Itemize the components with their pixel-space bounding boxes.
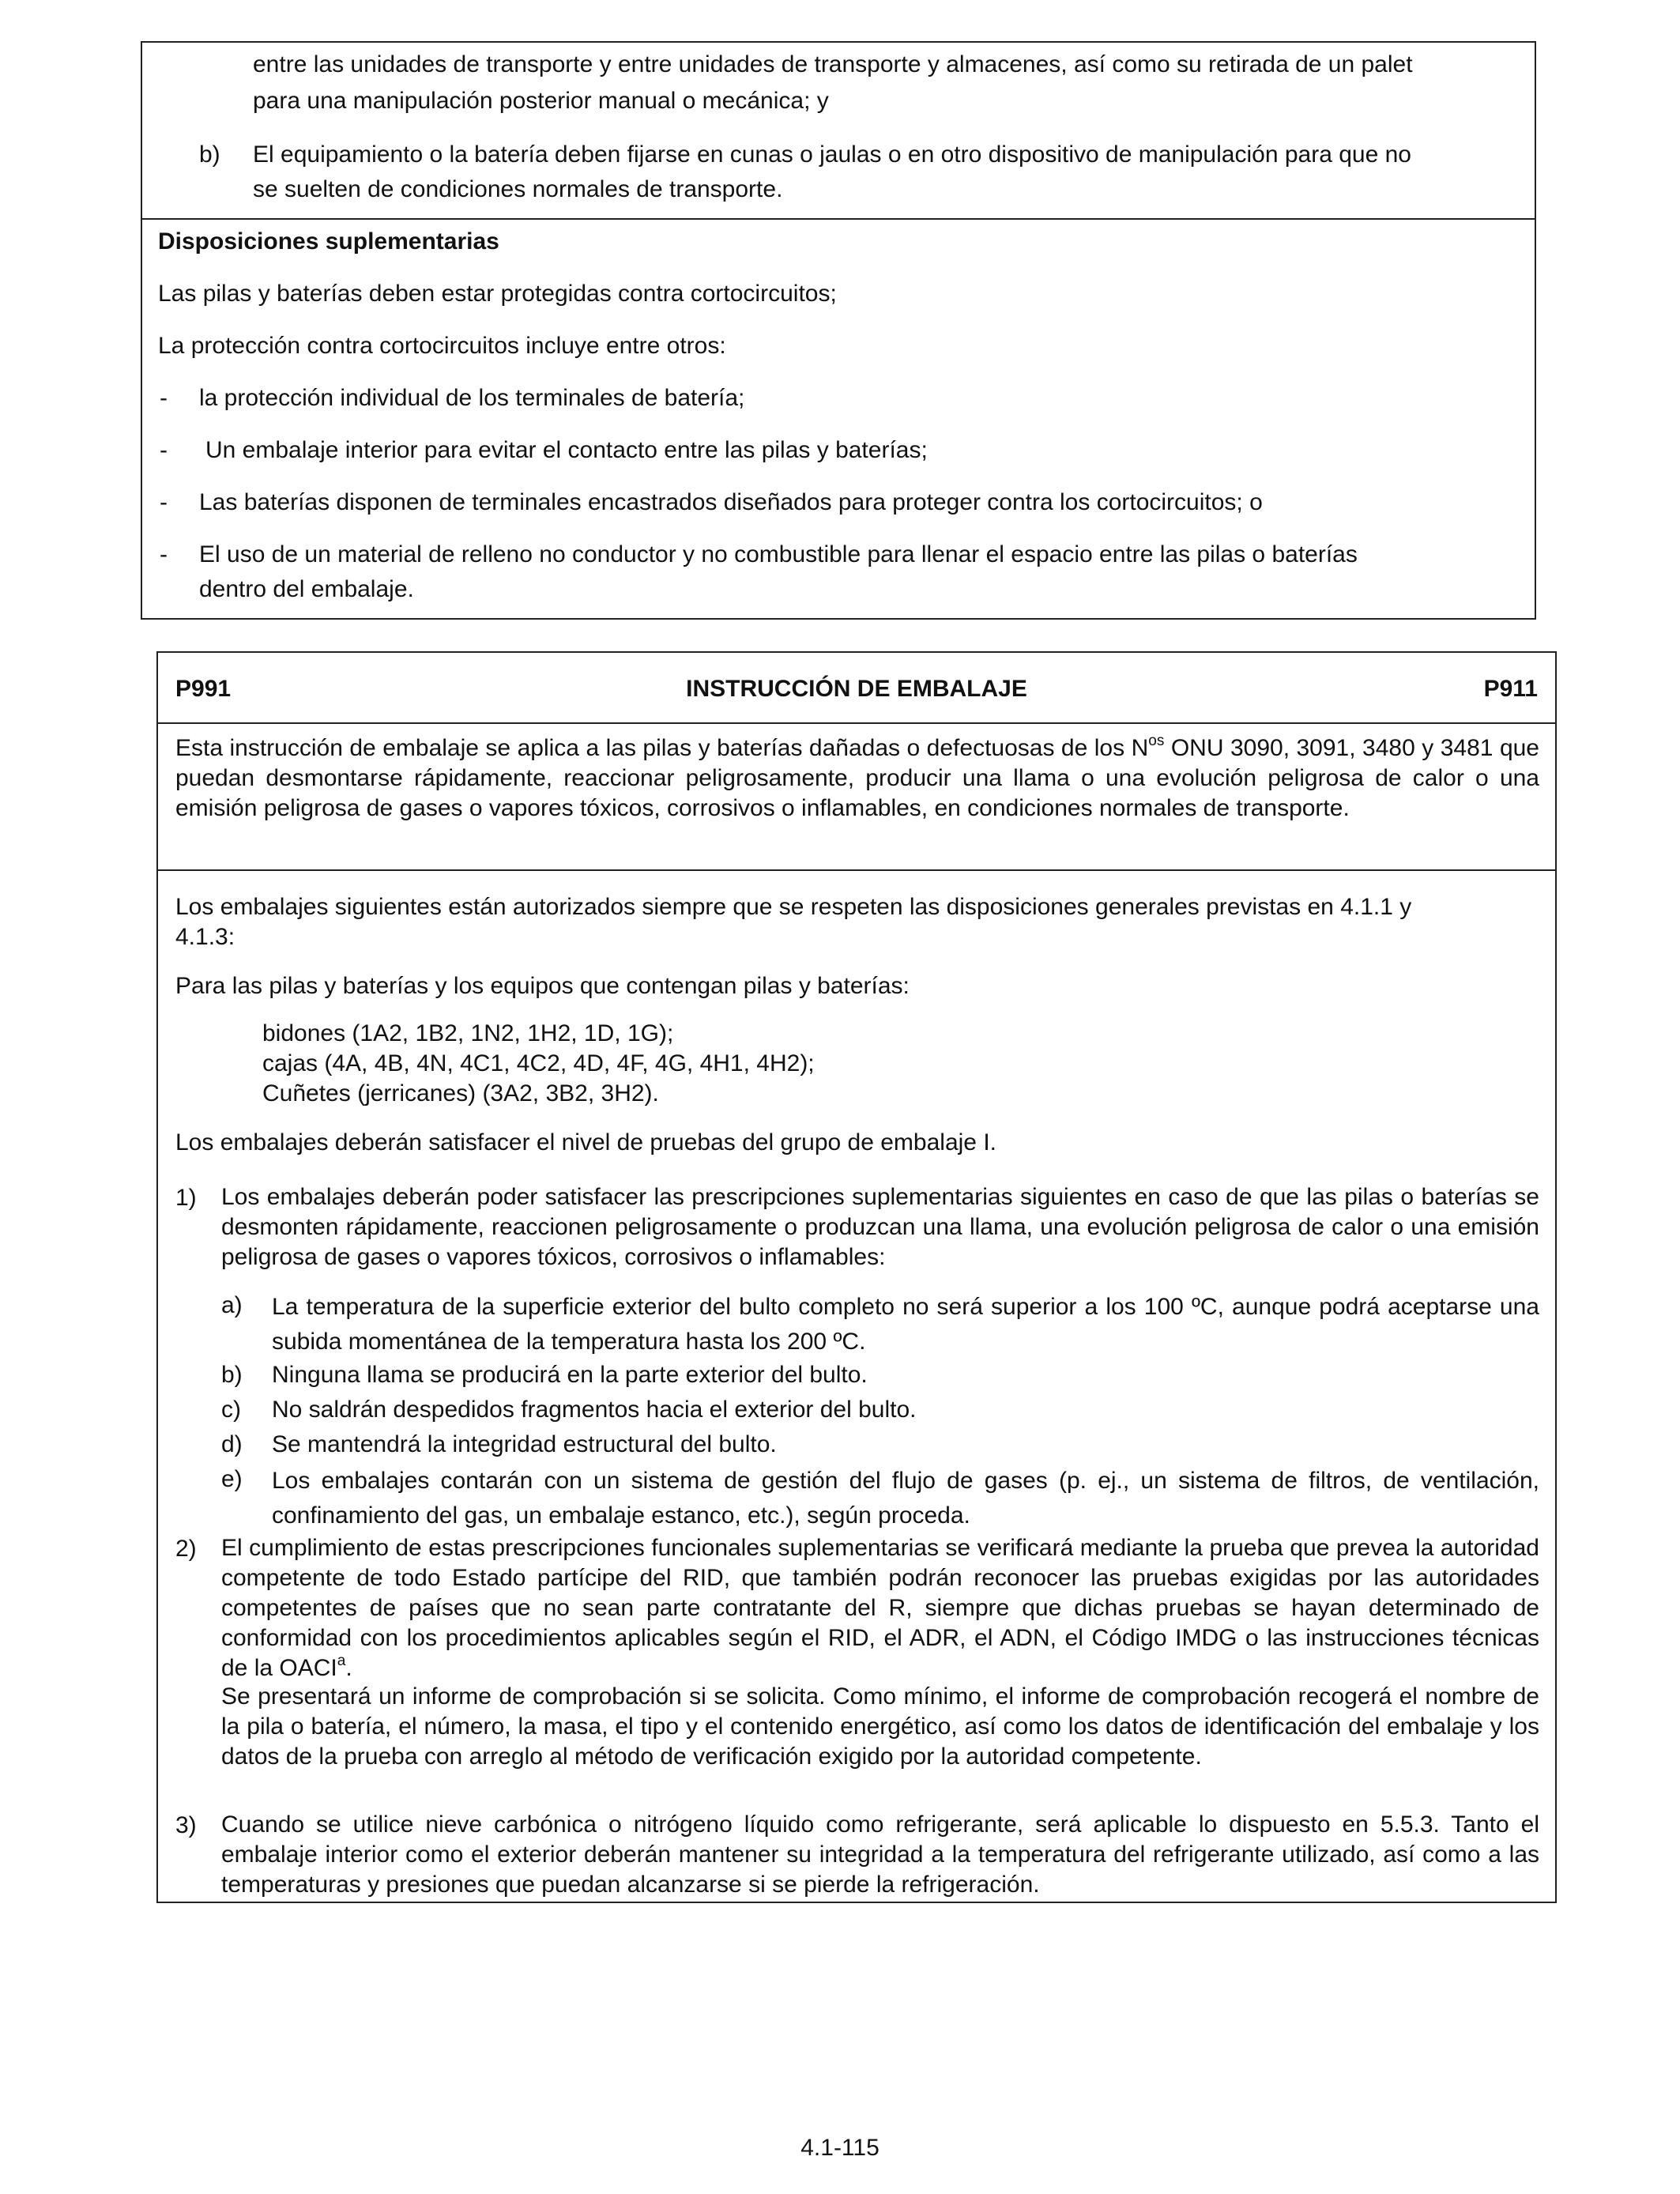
supplementary-heading: Disposiciones suplementarias [158, 228, 499, 254]
authorized-paragraph: 4.1.3: [175, 924, 235, 950]
packing-group-text: Los embalajes deberán satisfacer el nivel de pruebas del grupo de embalaje I. [175, 1129, 996, 1155]
divider [158, 869, 1555, 871]
item-marker: 2) [175, 1536, 197, 1562]
scope-text: Esta instrucción de embalaje se aplica a las pilas y baterías dañadas o defectuosas de los N [175, 735, 1149, 761]
item-text-tail: . [345, 1655, 352, 1681]
packaging-item: bidones (1A2, 1B2, 1N2, 1H2, 1D, 1G); [262, 1020, 674, 1046]
subitem-marker: c) [221, 1397, 241, 1423]
scope-text: ONU 3090, 3091, 3480 y 3481 que puedan desmontarse rápidamente, reaccionar peligrosamente, producir una llama o una evolución peligrosa de calor o una emisión peligrosa de gases o vapores tóxicos, corrosivos o inflamables, en condiciones normales de transporte. [175, 735, 1539, 821]
subitem-text: Se mantendrá la integridad estructural del bulto. [272, 1431, 777, 1457]
divider [158, 722, 1555, 724]
footnote-superscript: a [337, 1653, 346, 1669]
instruction-title: INSTRUCCIÓN DE EMBALAJE [686, 676, 1027, 702]
item-text [221, 1533, 1539, 1683]
item-marker: 1) [175, 1185, 197, 1211]
scope-superscript: os [1148, 733, 1165, 749]
packing-instruction-box [156, 651, 1557, 1903]
continuation-line: entre las unidades de transporte y entre unidades de transporte y almacenes, así como su retirada de un palet [253, 51, 1413, 77]
subitem-marker: e) [221, 1466, 243, 1492]
subitem-marker: a) [221, 1292, 243, 1318]
instruction-code-left: P991 [175, 676, 232, 702]
dash-marker: - [160, 385, 168, 411]
item-text: Cuando se utilice nieve carbónica o nitrógeno líquido como refrigerante, será aplicable lo dispuesto en 5.5.3. Tanto el embalaje interior como el exterior deberán mantener su integridad a la temperatura del refrigerante utilizado, así como a las temperaturas y presiones que puedan alcanzarse si se pierde la refrigeración. [221, 1811, 1539, 1898]
subitem-text: La temperatura de la superficie exterior del bulto completo no será superior a los 100 ºC, aunque podrá aceptarse una subida momentánea de la temperatura hasta los 200 ºC. [272, 1294, 1539, 1355]
authorized-paragraph: Los embalajes siguientes están autorizados siempre que se respeten las disposiciones generales previstas en 4.1.1 y [175, 894, 1412, 920]
subitem-text: No saldrán despedidos fragmentos hacia el exterior del bulto. [272, 1397, 917, 1423]
item-text-body: El cumplimiento de estas prescripciones funcionales suplementarias se verificará mediante la prueba que prevea la autoridad competente de todo Estado partícipe del RID, que también podrán reconocer las pruebas exigidas por las autoridades competentes de países que no sean parte contratante del R, siempre que dichas pruebas se hayan determinado de conformidad con los procedimientos aplicables según el RID, el ADR, el ADN, el Código IMDG o las instrucciones técnicas de la OACI [221, 1535, 1539, 1681]
subitem-marker: b) [221, 1362, 243, 1388]
supplementary-paragraph: La protección contra cortocircuitos incluye entre otros: [158, 333, 726, 359]
dash-item: El uso de un material de relleno no conductor y no combustible para llenar el espacio entre las pilas o baterías [199, 541, 1358, 567]
dash-item: la protección individual de los terminales de batería; [199, 385, 745, 411]
divider [142, 218, 1535, 220]
dash-item: Un embalaje interior para evitar el contacto entre las pilas y baterías; [205, 437, 928, 463]
scope-paragraph [175, 733, 1539, 824]
dash-marker: - [160, 541, 168, 567]
item-text: Los embalajes deberán poder satisfacer las prescripciones suplementarias siguientes en caso de que las pilas o baterías se desmonten rápidamente, reaccionen peligrosamente o produzcan una llama, una evolución peligrosa de calor o una emisión peligrosa de gases o vapores tóxicos, corrosivos o inflamables: [221, 1184, 1539, 1270]
item-text-continued: Se presentará un informe de comprobación si se solicita. Como mínimo, el informe de comprobación recogerá el nombre de la pila o batería, el número, la masa, el tipo y el contenido energético, así como los datos de identificación del embalaje y los datos de la prueba con arreglo al método de verificación exigido por la autoridad competente. [221, 1683, 1539, 1770]
packaging-item: cajas (4A, 4B, 4N, 4C1, 4C2, 4D, 4F, 4G, 4H1, 4H2); [262, 1050, 815, 1076]
dash-marker: - [160, 437, 168, 463]
subitem-text: Los embalajes contarán con un sistema de gestión del flujo de gases (p. ej., un sistema de filtros, de ventilación, confinamiento del gas, un embalaje estanco, etc.), según proceda. [272, 1468, 1539, 1529]
item-marker: b) [199, 141, 220, 168]
packaging-intro: Para las pilas y baterías y los equipos que contengan pilas y baterías: [175, 973, 910, 999]
supplementary-paragraph: Las pilas y baterías deben estar protegidas contra cortocircuitos; [158, 281, 837, 307]
dash-marker: - [160, 489, 168, 515]
item-marker: 3) [175, 1812, 197, 1838]
subitem-marker: d) [221, 1431, 243, 1457]
instruction-code-right: P911 [1483, 676, 1538, 702]
dash-item: Las baterías disponen de terminales encastrados diseñados para proteger contra los cortocircuitos; o [199, 489, 1263, 515]
subitem-text: Ninguna llama se producirá en la parte exterior del bulto. [272, 1362, 868, 1388]
packaging-item: Cuñetes (jerricanes) (3A2, 3B2, 3H2). [262, 1080, 659, 1106]
page-number: 4.1-115 [800, 2135, 880, 2161]
continuation-line: para una manipulación posterior manual o mecánica; y [253, 88, 829, 114]
item-b-line: se suelten de condiciones normales de transporte. [253, 176, 783, 202]
item-b-line: El equipamiento o la batería deben fijarse en cunas o jaulas o en otro dispositivo de manipulación para que no [253, 141, 1411, 168]
dash-item: dentro del embalaje. [199, 576, 414, 602]
top-continuation-box [141, 41, 1536, 620]
